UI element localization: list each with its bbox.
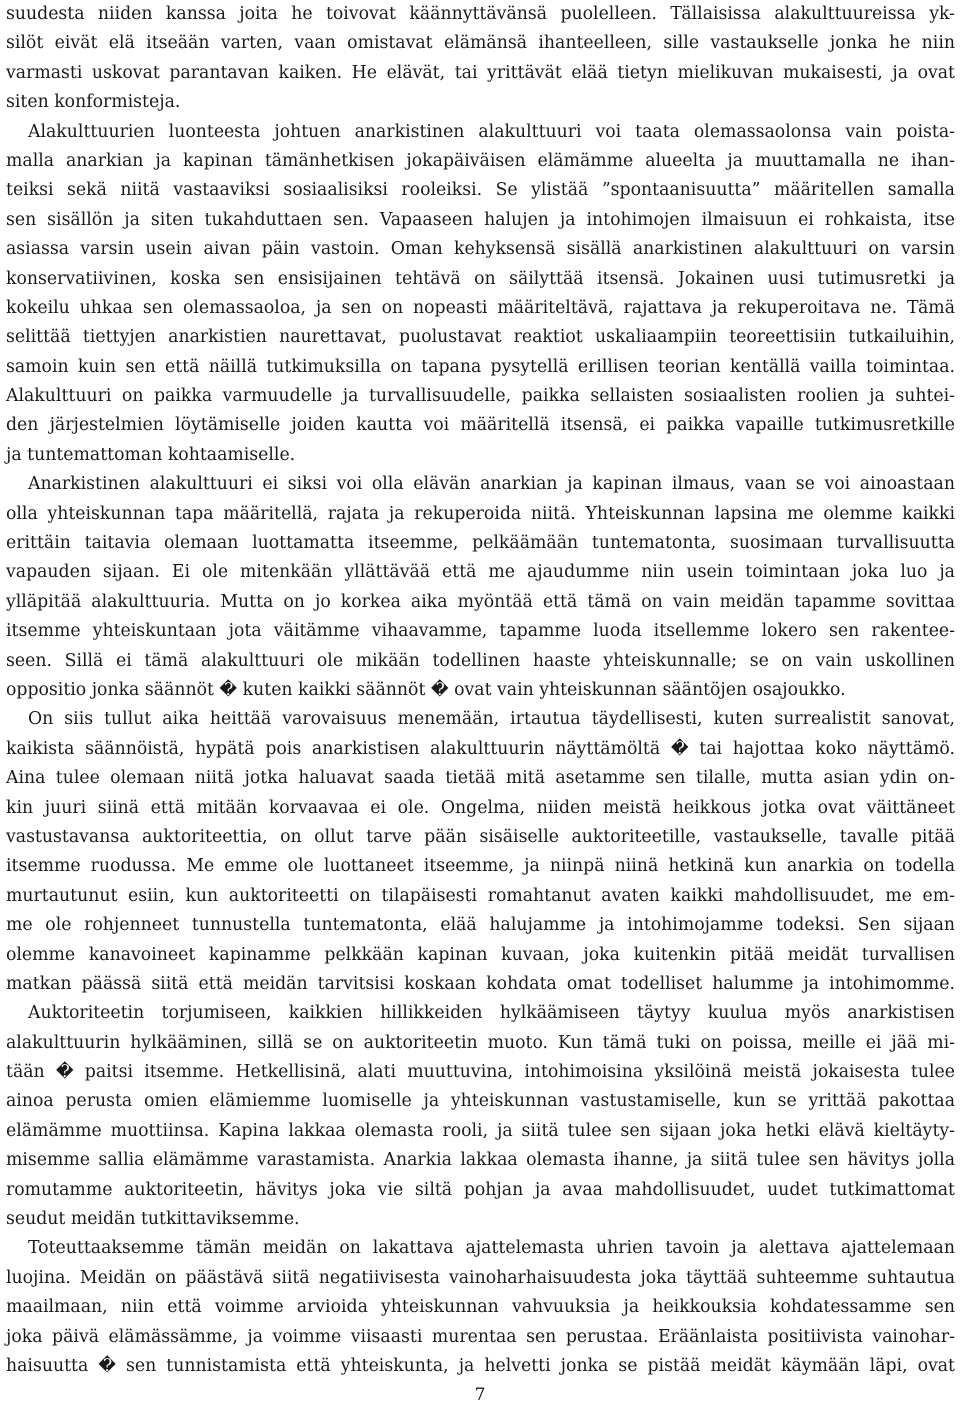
- text-line: alakulttuurin hylkääminen, sillä se on auktoriteetin muoto. Kun tämä tuki on poissa, meille ei jää mi-: [6, 1032, 955, 1053]
- text-line: matkan päässä siitä että meidän tarvitsisi koskaan kohdata omat todelliset halumme ja intohimomme.: [6, 973, 955, 994]
- text-line: selittää tiettyjen anarkistien naurettavat, puolustavat reaktiot uskaliaampiin teoreettisiin tutkailuihin,: [6, 327, 955, 348]
- text-line: Toteuttaaksemme tämän meidän on lakattava ajattelemasta uhrien tavoin ja alettava ajattelemaan: [28, 1238, 955, 1259]
- text-line: samoin kuin sen että näillä tutkimuksilla on tapana pysytellä erillisen teorian kentällä vailla toimintaa.: [6, 356, 955, 377]
- text-line: silöt eivät elä itseään varten, vaan omistavat elämänsä ihanteelleen, sille vastaukselle jonka he niin: [6, 33, 955, 54]
- text-line: Alakulttuuri on paikka varmuudelle ja turvallisuudelle, paikka sellaisten sosiaalisten roolien ja suhtei-: [6, 386, 955, 407]
- text-line: seen. Sillä ei tämä alakulttuuri ole mikään todellinen haaste yhteiskunnalle; se on vain uskollinen: [6, 650, 955, 671]
- text-line: maailmaan, niin että voimme arvioida yhteiskunnan vahvuuksia ja heikkouksia kohdatessamme sen: [6, 1297, 955, 1318]
- text-line: On siis tullut aika heittää varovaisuus menemään, irtautua täydellisesti, kuten surrealistit sanovat,: [28, 709, 955, 730]
- text-line: haisuutta � sen tunnistamista että yhteiskunta, ja helvetti jonka se pistää meidät käymään läpi, ovat: [6, 1355, 955, 1376]
- text-line: seudut meidän tutkittaviksemme.: [6, 1209, 300, 1230]
- text-line: sen sisällön ja siten tukahduttaen sen. Vapaaseen halujen ja intohimojen ilmaisuun ei rohkaista, itse: [6, 209, 955, 230]
- text-line: ja tuntemattoman kohtaamiselle.: [6, 444, 296, 465]
- text-line: ylläpitää alakulttuuria. Mutta on jo korkea aika myöntää että tämä on vain meidän tapamme sovittaa: [6, 591, 955, 612]
- text-line: Auktoriteetin torjumiseen, kaikkien hillikkeiden hylkäämiseen täytyy kuulua myös anarkistisen: [28, 1003, 955, 1024]
- document-page: [6, 0, 955, 1411]
- text-line: malla anarkian ja kapinan tämänhetkisen jokapäiväisen elämämme alueelta ja muuttamalla ne ihan-: [6, 150, 955, 171]
- text-line: itsemme yhteiskuntaan jota väitämme vihaavamme, tapamme luoda itsellemme lokero sen rakentee-: [6, 621, 955, 642]
- text-line: siten konformisteja.: [6, 92, 181, 113]
- page-number: 7: [474, 1385, 486, 1405]
- text-line: itsemme ruodussa. Me emme ole luottaneet itseemme, ja niinpä niinä hetkinä kun anarkia on todella: [6, 856, 955, 877]
- text-line: joka päivä elämässämme, ja voimme viisaasti murentaa sen perustaa. Eräänlaista positiivista vainohar-: [6, 1326, 955, 1347]
- text-line: Alakulttuurien luonteesta johtuen anarkistinen alakulttuuri voi taata olemassaolonsa vain poista-: [28, 121, 955, 142]
- text-line: kokeilu uhkaa sen olemassaoloa, ja sen on nopeasti määriteltävä, rajattava ja rekuperoitava ne. Tämä: [6, 297, 955, 318]
- text-line: Aina tulee olemaan niitä jotka haluavat saada tietää mitä asetamme sen tilalle, mutta asian ydin on-: [6, 768, 955, 789]
- text-line: vapauden sijaan. Ei ole mitenkään yllättävää että me ajaudumme niin usein toimintaan joka luo ja: [6, 562, 955, 583]
- text-line: tään � paitsi itsemme. Hetkellisinä, alati muuttuvina, intohimoisina yksilöinä meistä jokaisesta tulee: [6, 1062, 955, 1083]
- text-line: Anarkistinen alakulttuuri ei siksi voi olla elävän anarkian ja kapinan ilmaus, vaan se voi ainoastaan: [28, 474, 955, 495]
- text-line: romutamme auktoriteetin, hävitys joka vie siltä pohjan ja avaa mahdollisuudet, uudet tutkimattomat: [6, 1179, 955, 1200]
- text-line: olla yhteiskunnan tapa määritellä, rajata ja rekuperoida niitä. Yhteiskunnan lapsina me olemme kaikki: [6, 503, 955, 524]
- text-line: erittäin taitavia olemaan luottamatta itseemme, pelkäämään tuntematonta, suosimaan turvallisuutta: [6, 533, 955, 554]
- text-line: olemme kanavoineet kapinamme pelkkään kapinan kuvaan, joka kuitenkin pitää meidät turvallisen: [6, 944, 955, 965]
- text-line: varmasti uskovat parantavan kaiken. He elävät, tai yrittävät elää tietyn mielikuvan mukaisesti, ja ovat: [6, 62, 955, 83]
- text-line: oppositio jonka säännöt � kuten kaikki säännöt � ovat vain yhteiskunnan sääntöjen osajoukko.: [6, 679, 846, 700]
- text-line: kin juuri siinä että mitään korvaavaa ei ole. Ongelma, niiden meistä heikkous jotka ovat väittäneet: [6, 797, 955, 818]
- text-line: vastustavansa auktoriteettia, on ollut tarve pään sisäiselle auktoriteetille, vastaukselle, tavalle pitää: [6, 826, 955, 847]
- text-line: murtautunut esiin, kun auktoriteetti on tilapäisesti romahtanut avaten kaikki mahdollisuudet, me em-: [6, 885, 955, 906]
- text-line: ainoa perusta omien elämiemme luomiselle ja yhteiskunnan vastustamiselle, kun se yrittää pakottaa: [6, 1091, 955, 1112]
- text-line: luojina. Meidän on päästävä siitä negatiivisesta vainoharhaisuudesta joka täyttää suhteemme suhtautua: [6, 1267, 955, 1288]
- text-line: asiassa varsin usein aivan päin vastoin. Oman kehyksensä sisällä anarkistinen alakulttuuri on varsin: [6, 239, 955, 260]
- text-line: suudesta niiden kanssa joita he toivovat käännyttävänsä puolelleen. Tällaisissa alakulttuureissa yk-: [6, 4, 955, 24]
- text-line: kaikista säännöistä, hypätä pois anarkistisen alakulttuurin näyttämöltä � tai hajottaa koko näyttämö.: [6, 738, 955, 759]
- text-line: me ole rohjenneet tunnustella tuntematonta, elää halujamme ja intohimojamme todeksi. Sen sijaan: [6, 915, 955, 936]
- text-line: misemme sallia elämämme varastamista. Anarkia lakkaa olemasta ihanne, ja siitä tulee sen hävitys jolla: [6, 1150, 955, 1171]
- text-line: den järjestelmien löytämiselle joiden kautta voi määritellä itsensä, ei paikka vapaille tutkimusretkille: [6, 415, 955, 436]
- text-line: teiksi sekä niitä vastaaviksi sosiaalisiksi rooleiksi. Se ylistää ”spontaanisuutta” määritellen samalla: [6, 180, 955, 201]
- text-line: elämämme muottiinsa. Kapina lakkaa olemasta rooli, ja siitä tulee sen sijaan joka hetki elävä kieltäyty-: [6, 1120, 955, 1141]
- text-line: konservatiivinen, koska sen ensisijainen tehtävä on säilyttää itsensä. Jokainen uusi tutimusretki ja: [6, 268, 955, 289]
- body-text: [6, 0, 955, 1381]
